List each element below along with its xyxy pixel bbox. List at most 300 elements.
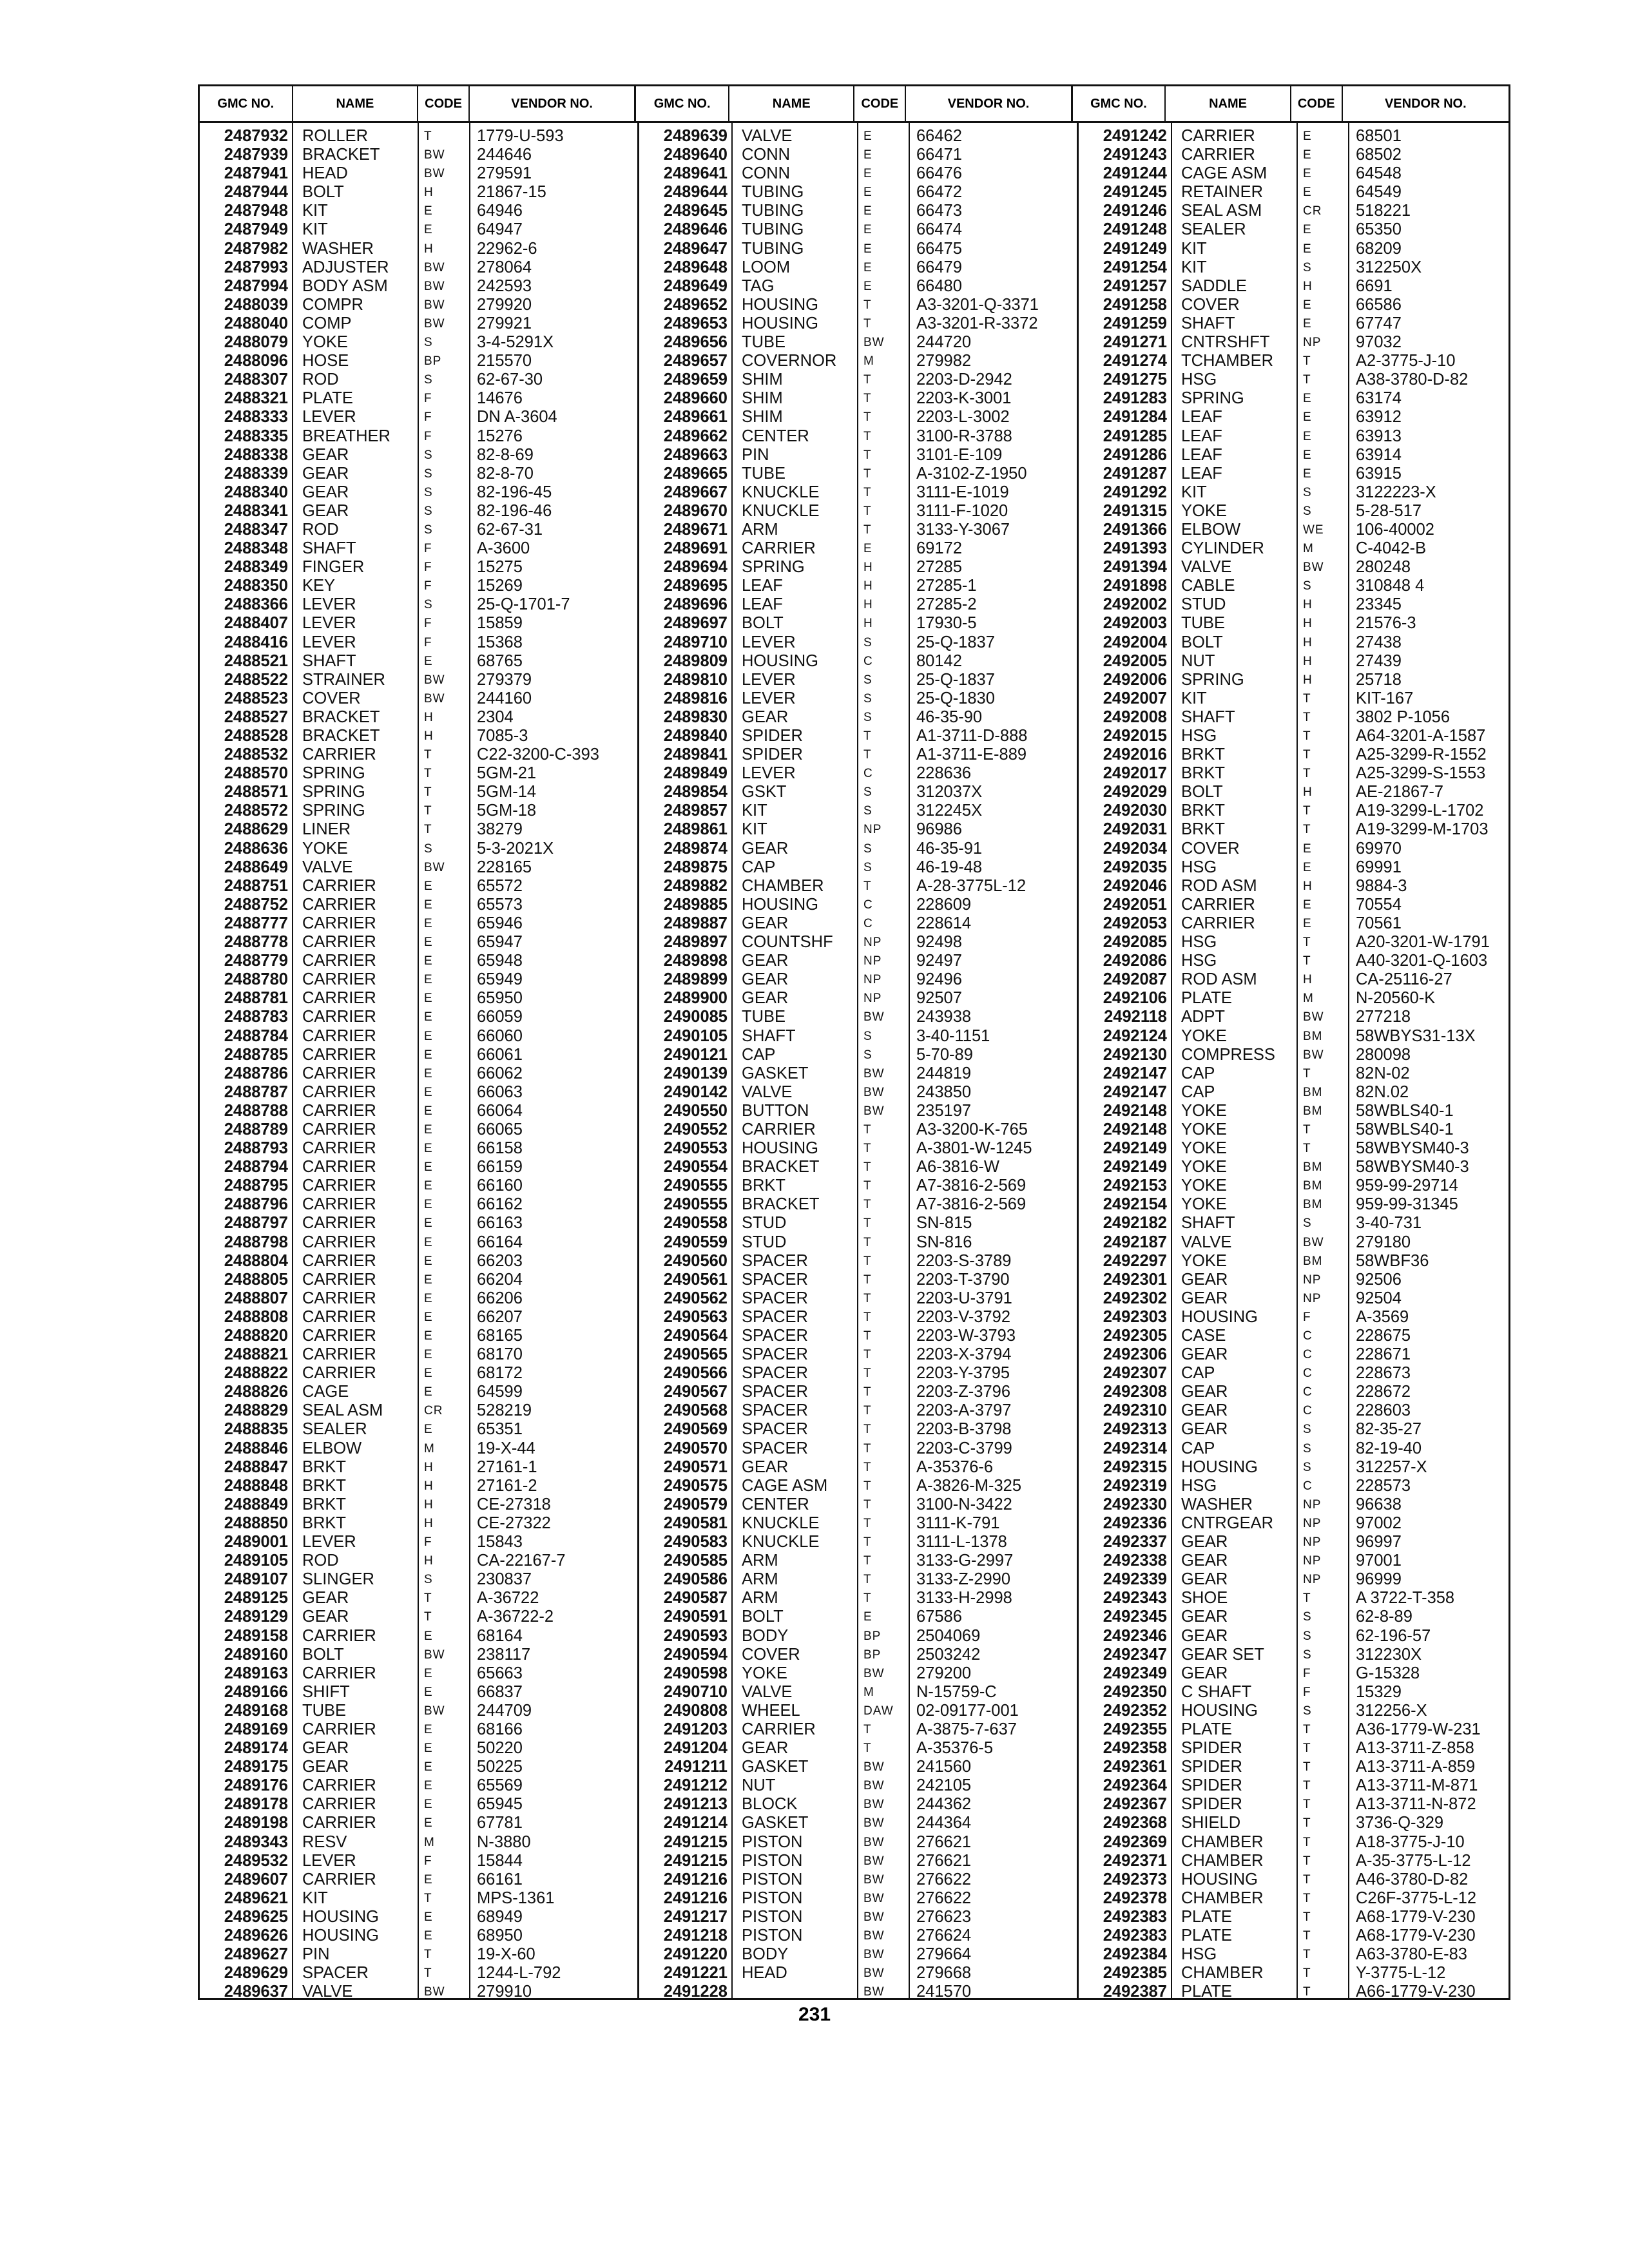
cell-vendor: 2203-W-3793 xyxy=(916,1327,1016,1345)
cell-code: T xyxy=(863,485,872,499)
cell-name: CAGE xyxy=(302,1383,349,1401)
cell-gmc: 2491216 xyxy=(663,1888,728,1907)
cell-gmc: 2489695 xyxy=(663,577,728,595)
cell-gmc: 2489125 xyxy=(224,1589,288,1608)
cell-code: BW xyxy=(424,1985,445,1998)
cell-code: T xyxy=(1303,954,1311,968)
cell-name: GSKT xyxy=(742,783,787,802)
cell-gmc: 2492035 xyxy=(1103,858,1167,876)
cell-gmc: 2489649 xyxy=(663,276,728,295)
cell-vendor: 238117 xyxy=(477,1645,531,1664)
cell-code: BW xyxy=(1303,1010,1324,1024)
cell-code: S xyxy=(1303,1423,1312,1437)
cell-code: T xyxy=(1303,1854,1311,1868)
cell-vendor: 3-40-731 xyxy=(1356,1214,1422,1233)
header-vendor-no: VENDOR NO. xyxy=(906,86,1072,121)
cell-gmc: 2492154 xyxy=(1103,1195,1167,1214)
cell-gmc: 2489696 xyxy=(663,595,728,614)
cell-vendor: 58WBLS40-1 xyxy=(1356,1101,1454,1120)
cell-code: E xyxy=(424,1122,433,1137)
cell-name: BRACKET xyxy=(742,1195,820,1214)
cell-vendor: 70554 xyxy=(1356,895,1402,914)
cell-code: E xyxy=(424,1910,433,1924)
cell-name: SHAFT xyxy=(302,651,356,670)
cell-name: LEAF xyxy=(1181,464,1222,483)
cell-code: T xyxy=(863,1160,872,1175)
cell-name: SEALER xyxy=(1181,220,1246,239)
cell-code: T xyxy=(863,1404,872,1418)
cell-name: TUBE xyxy=(742,333,786,352)
cell-gmc: 2490569 xyxy=(663,1420,728,1439)
cell-vendor: 65950 xyxy=(477,989,523,1008)
cell-vendor: 66462 xyxy=(916,127,962,145)
cell-gmc: 2488416 xyxy=(224,633,288,651)
cell-code: S xyxy=(424,336,433,350)
cell-vendor: 25-Q-1701-7 xyxy=(477,595,570,614)
cell-gmc: 2492373 xyxy=(1103,1870,1167,1888)
cell-vendor: 27285-2 xyxy=(916,595,977,614)
cell-code: H xyxy=(863,617,873,631)
cell-code: CR xyxy=(1303,204,1322,218)
cell-vendor: A13-3711-M-871 xyxy=(1356,1776,1478,1795)
cell-code: T xyxy=(863,1722,872,1736)
cell-code: S xyxy=(1303,1460,1312,1474)
cell-code: H xyxy=(1303,654,1313,668)
cell-name: BOLT xyxy=(302,1645,344,1664)
cell-vendor: 25-Q-1830 xyxy=(916,689,995,707)
cell-name: PLATE xyxy=(1181,1720,1232,1738)
cell-code: BW xyxy=(1303,1235,1324,1249)
cell-gmc: 2488781 xyxy=(224,989,288,1008)
cell-vendor: 2203-U-3791 xyxy=(916,1289,1012,1307)
cell-vendor: 63912 xyxy=(1356,408,1402,427)
cell-code: T xyxy=(1303,1798,1311,1812)
cell-vendor: 312245X xyxy=(916,802,983,820)
cell-vendor: A66-1779-V-230 xyxy=(1356,1983,1476,1998)
cell-name: HSG xyxy=(1181,1476,1217,1495)
cell-vendor: 276623 xyxy=(916,1907,972,1926)
cell-name: CENTER xyxy=(742,427,809,445)
cell-gmc: 2488347 xyxy=(224,520,288,539)
cell-code: NP xyxy=(1303,1291,1322,1305)
cell-name: SPRING xyxy=(302,764,365,783)
cell-vendor: 69970 xyxy=(1356,839,1402,858)
cell-name: SEAL ASM xyxy=(302,1401,383,1420)
cell-code: T xyxy=(863,1348,872,1362)
cell-vendor: 15329 xyxy=(1356,1682,1402,1701)
cell-vendor: 5GM-14 xyxy=(477,783,537,802)
cell-name: COUNTSHF xyxy=(742,933,833,952)
code-column xyxy=(858,123,910,1998)
cell-vendor: 65947 xyxy=(477,933,523,952)
cell-code: T xyxy=(863,1497,872,1512)
cell-name: SHIM xyxy=(742,370,783,389)
cell-vendor: 66161 xyxy=(477,1870,523,1888)
cell-gmc: 2488338 xyxy=(224,445,288,464)
cell-gmc: 2489160 xyxy=(224,1645,288,1664)
cell-vendor: A-28-3775L-12 xyxy=(916,876,1027,895)
cell-gmc: 2488340 xyxy=(224,483,288,501)
cell-name: SPIDER xyxy=(1181,1776,1242,1795)
cell-vendor: 67781 xyxy=(477,1814,523,1832)
cell-code: BW xyxy=(863,1104,885,1118)
cell-gmc: 2488307 xyxy=(224,370,288,389)
cell-gmc: 2489129 xyxy=(224,1608,288,1626)
cell-code: T xyxy=(1303,373,1311,387)
cell-name: LEVER xyxy=(742,764,796,783)
cell-code: T xyxy=(863,1535,872,1550)
cell-code: BW xyxy=(863,1948,885,1962)
cell-gmc: 2490555 xyxy=(663,1195,728,1214)
cell-code: NP xyxy=(1303,1273,1322,1287)
cell-gmc: 2492030 xyxy=(1103,802,1167,820)
cell-code: E xyxy=(863,242,872,256)
cell-name: HEAD xyxy=(742,1964,787,1983)
cell-code: E xyxy=(424,1929,433,1943)
cell-vendor: Y-3775-L-12 xyxy=(1356,1964,1446,1983)
cell-vendor: 66064 xyxy=(477,1101,523,1120)
cell-vendor: 228636 xyxy=(916,764,972,783)
cell-code: E xyxy=(1303,860,1312,874)
cell-name: HSG xyxy=(1181,370,1217,389)
cell-code: T xyxy=(1303,1066,1311,1081)
cell-vendor: 3802 P-1056 xyxy=(1356,707,1451,726)
cell-vendor: G-15328 xyxy=(1356,1664,1420,1682)
cell-code: T xyxy=(424,1591,432,1606)
cell-vendor: 3111-L-1378 xyxy=(916,1533,1007,1552)
cell-gmc: 2488571 xyxy=(224,783,288,802)
cell-code: E xyxy=(424,1198,433,1212)
cell-gmc: 2487932 xyxy=(224,127,288,145)
cell-name: SADDLE xyxy=(1181,276,1248,295)
cell-code: BP xyxy=(863,1648,882,1662)
cell-code: E xyxy=(424,954,433,968)
cell-name: YOKE xyxy=(1181,1251,1227,1270)
cell-code: E xyxy=(863,167,872,181)
cell-code: E xyxy=(863,186,872,200)
cell-gmc: 2489660 xyxy=(663,389,728,408)
cell-code: T xyxy=(863,1573,872,1587)
cell-code: E xyxy=(424,1066,433,1081)
cell-name: VALVE xyxy=(742,1082,793,1101)
cell-vendor: 280248 xyxy=(1356,558,1411,577)
cell-code: E xyxy=(1303,841,1312,856)
cell-code: M xyxy=(1303,542,1314,556)
cell-name: CHAMBER xyxy=(742,876,824,895)
cell-vendor: A-3875-7-637 xyxy=(916,1720,1017,1738)
cell-code: T xyxy=(424,785,432,800)
cell-vendor: A7-3816-2-569 xyxy=(916,1195,1027,1214)
cell-gmc: 2489691 xyxy=(663,539,728,558)
cell-gmc: 2489667 xyxy=(663,483,728,501)
cell-name: VALVE xyxy=(302,858,353,876)
cell-gmc: 2492085 xyxy=(1103,933,1167,952)
cell-gmc: 2492147 xyxy=(1103,1082,1167,1101)
cell-vendor: 66159 xyxy=(477,1158,523,1177)
cell-gmc: 2488521 xyxy=(224,651,288,670)
cell-vendor: 279668 xyxy=(916,1964,972,1983)
cell-vendor: A3-3201-R-3372 xyxy=(916,314,1038,332)
cell-gmc: 2488570 xyxy=(224,764,288,783)
cell-vendor: 228614 xyxy=(916,914,972,932)
cell-name: COMPRESS xyxy=(1181,1045,1275,1064)
cell-vendor: 68502 xyxy=(1356,146,1402,164)
cell-code: BW xyxy=(424,1704,445,1718)
cell-vendor: 2203-L-3002 xyxy=(916,408,1010,427)
cell-gmc: 2489174 xyxy=(224,1739,288,1758)
cell-vendor: 21867-15 xyxy=(477,183,546,202)
cell-gmc: 2492006 xyxy=(1103,670,1167,689)
cell-code: NP xyxy=(863,973,882,987)
cell-code: E xyxy=(424,204,433,218)
cell-name: LOOM xyxy=(742,258,791,276)
cell-name: GEAR xyxy=(302,464,349,483)
cell-code: BW xyxy=(863,1854,885,1868)
cell-name: KNUCKLE xyxy=(742,483,820,501)
cell-vendor: 66163 xyxy=(477,1214,523,1233)
header-code: CODE xyxy=(854,86,906,121)
cell-vendor: 82-196-46 xyxy=(477,501,552,520)
table-body xyxy=(200,123,1509,1998)
cell-gmc: 2489627 xyxy=(224,1945,288,1964)
page-number: 231 xyxy=(798,2004,831,2025)
cell-vendor: 92498 xyxy=(916,933,962,952)
cell-name: CAGE ASM xyxy=(1181,164,1268,183)
cell-gmc: 2488850 xyxy=(224,1514,288,1532)
cell-code: BM xyxy=(1303,1160,1323,1175)
vendor-column xyxy=(910,123,1077,1998)
cell-vendor: 27285 xyxy=(916,558,962,577)
cell-name: STUD xyxy=(1181,595,1226,614)
cell-vendor: 3111-E-1019 xyxy=(916,483,1009,501)
cell-gmc: 2492313 xyxy=(1103,1420,1167,1439)
cell-code: T xyxy=(863,466,872,481)
cell-name: HOUSING xyxy=(742,314,819,332)
cell-gmc: 2491246 xyxy=(1103,202,1167,220)
cell-gmc: 2489107 xyxy=(224,1570,288,1589)
cell-code: T xyxy=(863,729,872,743)
header-gmc-no: GMC NO. xyxy=(200,86,293,121)
cell-name: COMP xyxy=(302,314,352,332)
cell-vendor: A68-1779-V-230 xyxy=(1356,1907,1476,1926)
cell-code: F xyxy=(424,542,432,556)
cell-gmc: 2489710 xyxy=(663,633,728,651)
cell-name: LEVER xyxy=(302,595,356,614)
cell-name: LEVER xyxy=(302,1851,356,1870)
cell-vendor: A1-3711-D-888 xyxy=(916,727,1028,745)
cell-name: CARRIER xyxy=(302,1026,376,1045)
cell-name: NUT xyxy=(1181,651,1215,670)
cell-code: T xyxy=(863,879,872,893)
cell-gmc: 2489841 xyxy=(663,745,728,764)
cell-code: T xyxy=(863,1385,872,1399)
cell-code: T xyxy=(863,1254,872,1268)
cell-gmc: 2490567 xyxy=(663,1383,728,1401)
cell-name: HOUSING xyxy=(1181,1701,1258,1720)
cell-code: H xyxy=(1303,635,1313,649)
cell-name: CARRIER xyxy=(1181,146,1255,164)
cell-name: CARRIER xyxy=(302,1776,376,1795)
cell-name: PLATE xyxy=(302,389,353,408)
cell-gmc: 2492303 xyxy=(1103,1307,1167,1326)
cell-gmc: 2487944 xyxy=(224,183,288,202)
cell-vendor: 15844 xyxy=(477,1851,523,1870)
cell-gmc: 2492003 xyxy=(1103,614,1167,633)
cell-code: T xyxy=(863,1122,872,1137)
cell-code: E xyxy=(424,1010,433,1024)
cell-name: HOUSING xyxy=(302,1907,380,1926)
cell-gmc: 2489899 xyxy=(663,970,728,989)
cell-gmc: 2489175 xyxy=(224,1758,288,1776)
cell-code: WE xyxy=(1303,523,1324,537)
cell-name: STUD xyxy=(742,1214,787,1233)
cell-code: T xyxy=(424,767,432,781)
cell-name: RESV xyxy=(302,1832,347,1851)
cell-name: ARM xyxy=(742,1570,778,1589)
cell-name: CARRIER xyxy=(302,1664,376,1682)
cell-vendor: A38-3780-D-82 xyxy=(1356,370,1469,389)
cell-gmc: 2491284 xyxy=(1103,408,1167,427)
cell-vendor: A3-3201-Q-3371 xyxy=(916,295,1039,314)
cell-code: E xyxy=(1303,916,1312,930)
cell-code: E xyxy=(424,936,433,950)
cell-vendor: 66062 xyxy=(477,1064,523,1082)
cell-vendor: CE-27318 xyxy=(477,1495,551,1514)
name-column xyxy=(293,123,419,1998)
cell-code: BW xyxy=(424,316,445,331)
cell-gmc: 2492343 xyxy=(1103,1589,1167,1608)
gmc-column xyxy=(1079,123,1172,1998)
cell-code: NP xyxy=(1303,1573,1322,1587)
cell-gmc: 2488786 xyxy=(224,1064,288,1082)
cell-vendor: 2203-K-3001 xyxy=(916,389,1012,408)
cell-name: LEVER xyxy=(302,614,356,633)
cell-gmc: 2492004 xyxy=(1103,633,1167,651)
cell-name: HSG xyxy=(1181,1945,1217,1964)
cell-code: F xyxy=(424,410,432,425)
cell-code: BW xyxy=(863,1816,885,1831)
cell-vendor: 3100-N-3422 xyxy=(916,1495,1012,1514)
cell-gmc: 2489644 xyxy=(663,183,728,202)
cell-name: GEAR xyxy=(742,1457,789,1476)
cell-name: LEAF xyxy=(742,577,783,595)
cell-code: S xyxy=(1303,1704,1312,1718)
cell-code: T xyxy=(1303,748,1311,762)
cell-name: SHAFT xyxy=(1181,314,1235,332)
cell-code: BW xyxy=(424,279,445,293)
cell-code: T xyxy=(424,1610,432,1624)
cell-name: ROD xyxy=(302,520,339,539)
cell-vendor: 312257-X xyxy=(1356,1457,1427,1476)
cell-gmc: 2492355 xyxy=(1103,1720,1167,1738)
cell-code: F xyxy=(1303,1666,1311,1680)
cell-gmc: 2489875 xyxy=(663,858,728,876)
cell-vendor: 58WBYS31-13X xyxy=(1356,1026,1476,1045)
cell-vendor: 1244-L-792 xyxy=(477,1964,561,1983)
cell-gmc: 2488572 xyxy=(224,802,288,820)
cell-code: E xyxy=(424,1385,433,1399)
cell-name: ADPT xyxy=(1181,1008,1226,1026)
cell-name: CARRIER xyxy=(302,1101,376,1120)
cell-code: E xyxy=(1303,242,1312,256)
cell-vendor: A13-3711-Z-858 xyxy=(1356,1739,1474,1758)
cell-code: E xyxy=(863,148,872,162)
cell-vendor: 68765 xyxy=(477,651,523,670)
cell-gmc: 2492187 xyxy=(1103,1233,1167,1251)
cell-name: SLINGER xyxy=(302,1570,374,1589)
cell-code: E xyxy=(424,1179,433,1193)
cell-vendor: 92506 xyxy=(1356,1270,1402,1289)
cell-name: ROD xyxy=(302,1552,339,1570)
cell-code: E xyxy=(1303,167,1312,181)
cell-gmc: 2492086 xyxy=(1103,952,1167,970)
cell-gmc: 2491394 xyxy=(1103,558,1167,577)
cell-gmc: 2488532 xyxy=(224,745,288,764)
cell-gmc: 2491248 xyxy=(1103,220,1167,239)
cell-gmc: 2492118 xyxy=(1104,1008,1167,1026)
cell-name: KIT xyxy=(302,1888,328,1907)
cell-name: ROD ASM xyxy=(1181,876,1257,895)
cell-name: LEVER xyxy=(742,689,796,707)
cell-code: T xyxy=(1303,1142,1311,1156)
cell-vendor: 2203-X-3794 xyxy=(916,1345,1012,1364)
cell-gmc: 2491243 xyxy=(1103,146,1167,164)
cell-name: CARRIER xyxy=(302,1814,376,1832)
cell-name: CARRIER xyxy=(302,1626,376,1645)
cell-name: COVER xyxy=(742,1645,800,1664)
cell-vendor: A-36722 xyxy=(477,1589,539,1608)
cell-vendor: CA-22167-7 xyxy=(477,1552,566,1570)
cell-gmc: 2488835 xyxy=(224,1420,288,1439)
cell-gmc: 2487939 xyxy=(224,146,288,164)
cell-gmc: 2492106 xyxy=(1103,989,1167,1008)
header-vendor-no: VENDOR NO. xyxy=(470,86,636,121)
cell-code: M xyxy=(863,1685,874,1699)
cell-vendor: 3133-H-2998 xyxy=(916,1589,1012,1608)
cell-code: BW xyxy=(863,1085,885,1099)
cell-code: H xyxy=(424,186,434,200)
cell-vendor: 92504 xyxy=(1356,1289,1402,1307)
cell-vendor: 2203-B-3798 xyxy=(916,1420,1012,1439)
cell-vendor: 68165 xyxy=(477,1327,523,1345)
cell-name: KIT xyxy=(1181,689,1207,707)
cell-gmc: 2490710 xyxy=(663,1682,728,1701)
cell-vendor: 276621 xyxy=(916,1832,972,1851)
cell-vendor: 46-35-91 xyxy=(916,839,983,858)
cell-name: SHAFT xyxy=(1181,1214,1235,1233)
cell-name: ROD xyxy=(302,370,339,389)
cell-vendor: 244709 xyxy=(477,1701,532,1720)
cell-code: T xyxy=(1303,710,1311,724)
cell-vendor: A-36722-2 xyxy=(477,1608,554,1626)
cell-gmc: 2489646 xyxy=(663,220,728,239)
cell-vendor: 65572 xyxy=(477,876,523,895)
cell-code: BW xyxy=(424,673,445,687)
cell-vendor: A-3569 xyxy=(1356,1307,1409,1326)
cell-gmc: 2492347 xyxy=(1103,1645,1167,1664)
cell-code: E xyxy=(1303,392,1312,406)
cell-gmc: 2489648 xyxy=(663,258,728,276)
cell-gmc: 2492016 xyxy=(1103,745,1167,764)
cell-name: HSG xyxy=(1181,858,1217,876)
cell-code: T xyxy=(1303,729,1311,743)
cell-name: BRKT xyxy=(302,1495,347,1514)
cell-vendor: 312037X xyxy=(916,783,983,802)
cell-gmc: 2491366 xyxy=(1103,520,1167,539)
cell-gmc: 2489830 xyxy=(663,707,728,726)
cell-vendor: A63-3780-E-83 xyxy=(1356,1945,1467,1964)
cell-code: E xyxy=(1303,410,1312,425)
